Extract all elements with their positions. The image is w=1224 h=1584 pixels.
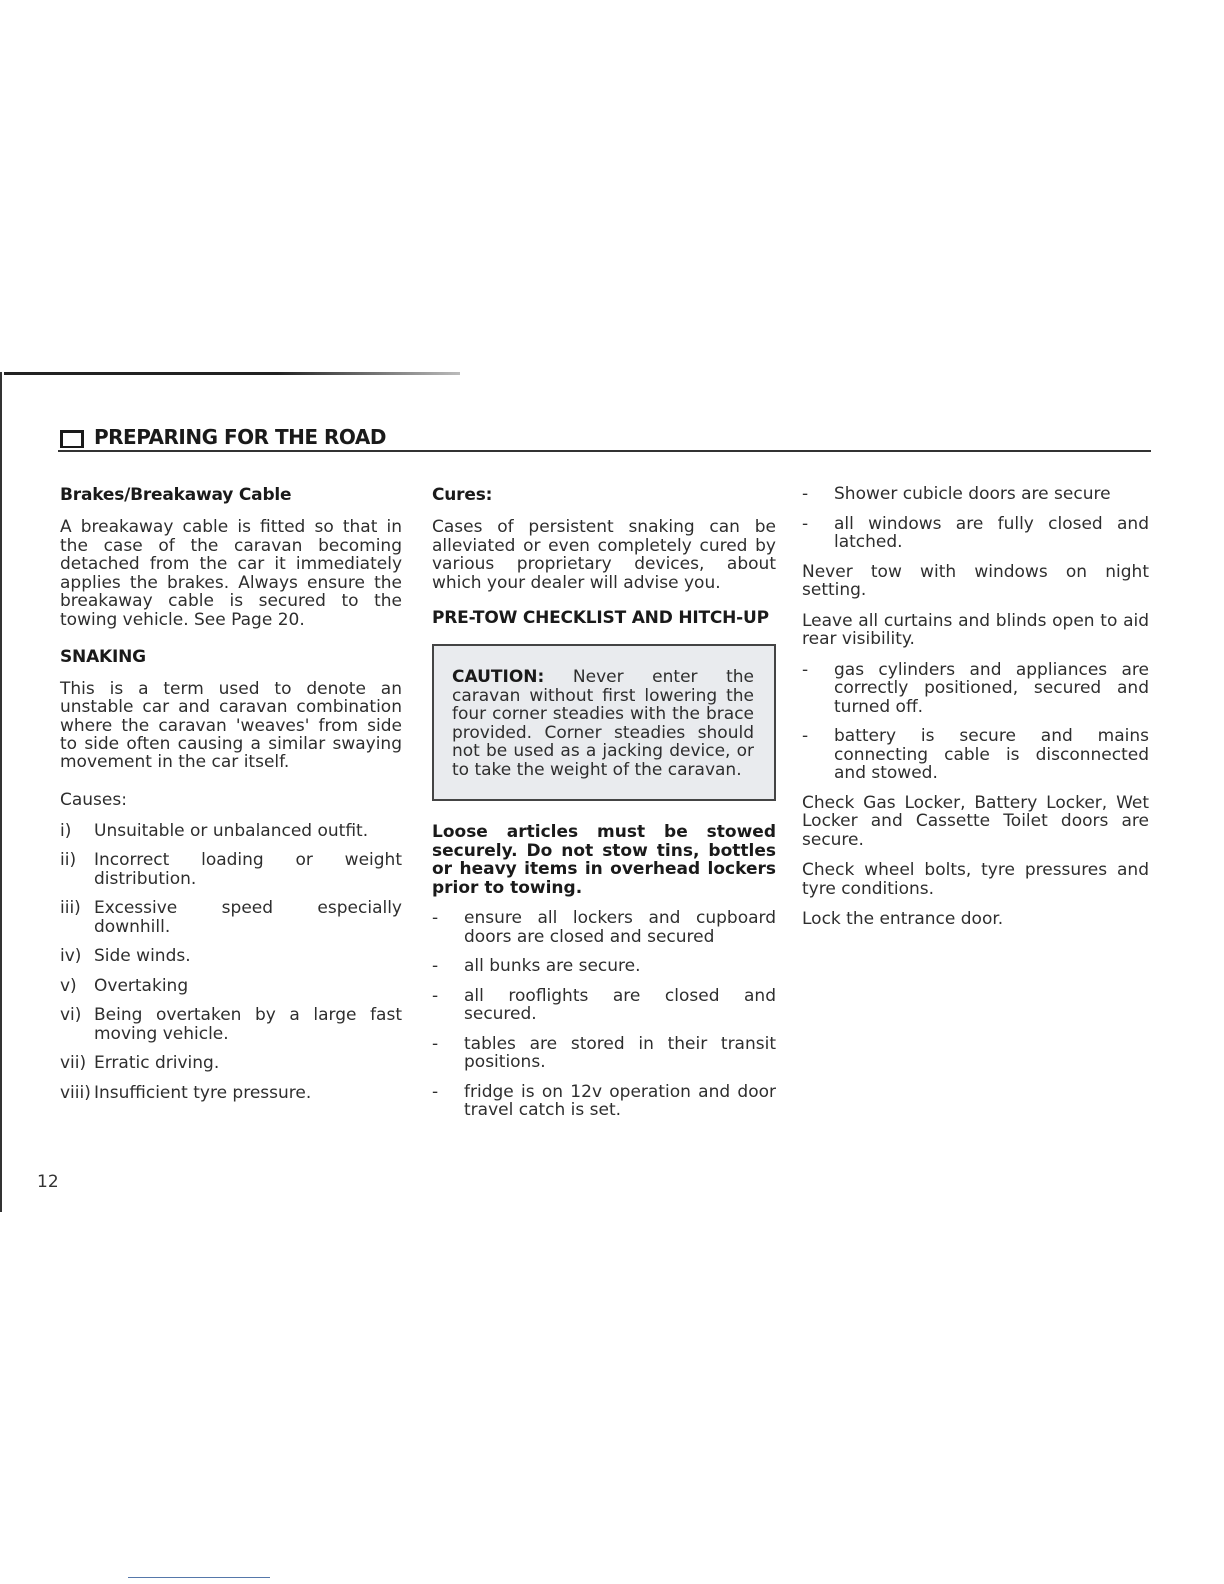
caution-text: Never enter the caravan without first lowering the four corner steadies with the brace provided. Corner steadies should not be used as a jacking device, or to take the weight of the caravan. [452,667,754,780]
column-left [60,485,402,1113]
curtains-paragraph: Leave all curtains and blinds open to aid rear visibility. [802,610,1149,649]
causes-list [60,822,402,1103]
cures-heading: Cures: [432,485,493,505]
list-item: - gas cylinders and appliances are correctly positioned, secured and turned off. [802,659,1149,717]
bottom-scan-mark [128,1577,270,1578]
list-item: i) Unsuitable or unbalanced outfit. [60,820,369,841]
caution-label: CAUTION: [452,667,545,687]
list-item: iii) Excessive speed especially downhill. [60,898,402,937]
check-wheels-paragraph: Check wheel bolts, tyre pressures and tyre conditions. [802,860,1149,899]
list-item: vi) Being overtaken by a large fast moving vehicle. [60,1005,402,1044]
list-item: v) Overtaking [60,975,189,996]
checklist-items [432,909,776,1120]
section-title: PREPARING FOR THE ROAD [94,425,386,449]
checklist-heading: PRE-TOW CHECKLIST AND HITCH-UP [432,608,769,628]
list-item: - battery is secure and mains connecting cable is disconnected and stowed. [802,726,1149,783]
column-right [802,485,1149,941]
list-item: - ensure all lockers and cupboard doors are closed and secured [432,908,776,947]
cures-paragraph: Cases of persistent snaking can be alleviated or even completely cured by various proprietary devices, about which your dealer will advise you. [432,517,776,593]
check-lockers-paragraph: Check Gas Locker, Battery Locker, Wet Locker and Cassette Toilet doors are secure. [802,792,1149,850]
loose-articles-warning: Loose articles must be stowed securely. Do not stow tins, bottles or heavy items in overhead lockers prior to towing. [432,822,776,898]
list-item: viii) Insufficient tyre pressure. [60,1082,312,1103]
caution-box [432,644,776,801]
list-item: - Shower cubicle doors are secure [802,484,1111,504]
lock-door-paragraph: Lock the entrance door. [802,909,1004,929]
snaking-heading: SNAKING [60,647,146,667]
list-item: - fridge is on 12v operation and door travel catch is set. [432,1081,776,1120]
snaking-paragraph: This is a term used to denote an unstable car and caravan combination where the caravan 'weaves' from side to side often causing a similar swaying movement in the car itself. [60,679,402,773]
list-item: - all bunks are secure. [432,956,641,976]
list-item: iv) Side winds. [60,946,191,967]
list-item: - tables are stored in their transit positions. [432,1033,776,1072]
page-number: 12 [37,1172,59,1192]
checkbox-square-icon [60,430,84,448]
section-header [58,425,1151,452]
brakes-heading: Brakes/Breakaway Cable [60,485,292,505]
causes-label: Causes: [60,790,127,811]
never-tow-paragraph: Never tow with windows on night setting. [802,561,1149,600]
list-item: vii) Erratic driving. [60,1053,220,1074]
list-item: ii) Incorrect loading or weight distribution. [60,850,402,889]
checklist-items-continued [802,485,1149,552]
left-binding-rule [0,372,2,1212]
list-item: - all rooflights are closed and secured. [432,985,776,1024]
top-rule [4,372,460,375]
column-middle [432,485,776,1131]
brakes-paragraph: A breakaway cable is fitted so that in the case of the caravan becoming detached from the car it immediately applies the brakes. Always ensure the breakaway cable is secured to the towing vehicle. See Page 20. [60,517,402,630]
checklist-items-b [802,661,1149,783]
list-item: - all windows are fully closed and latched. [802,513,1149,552]
